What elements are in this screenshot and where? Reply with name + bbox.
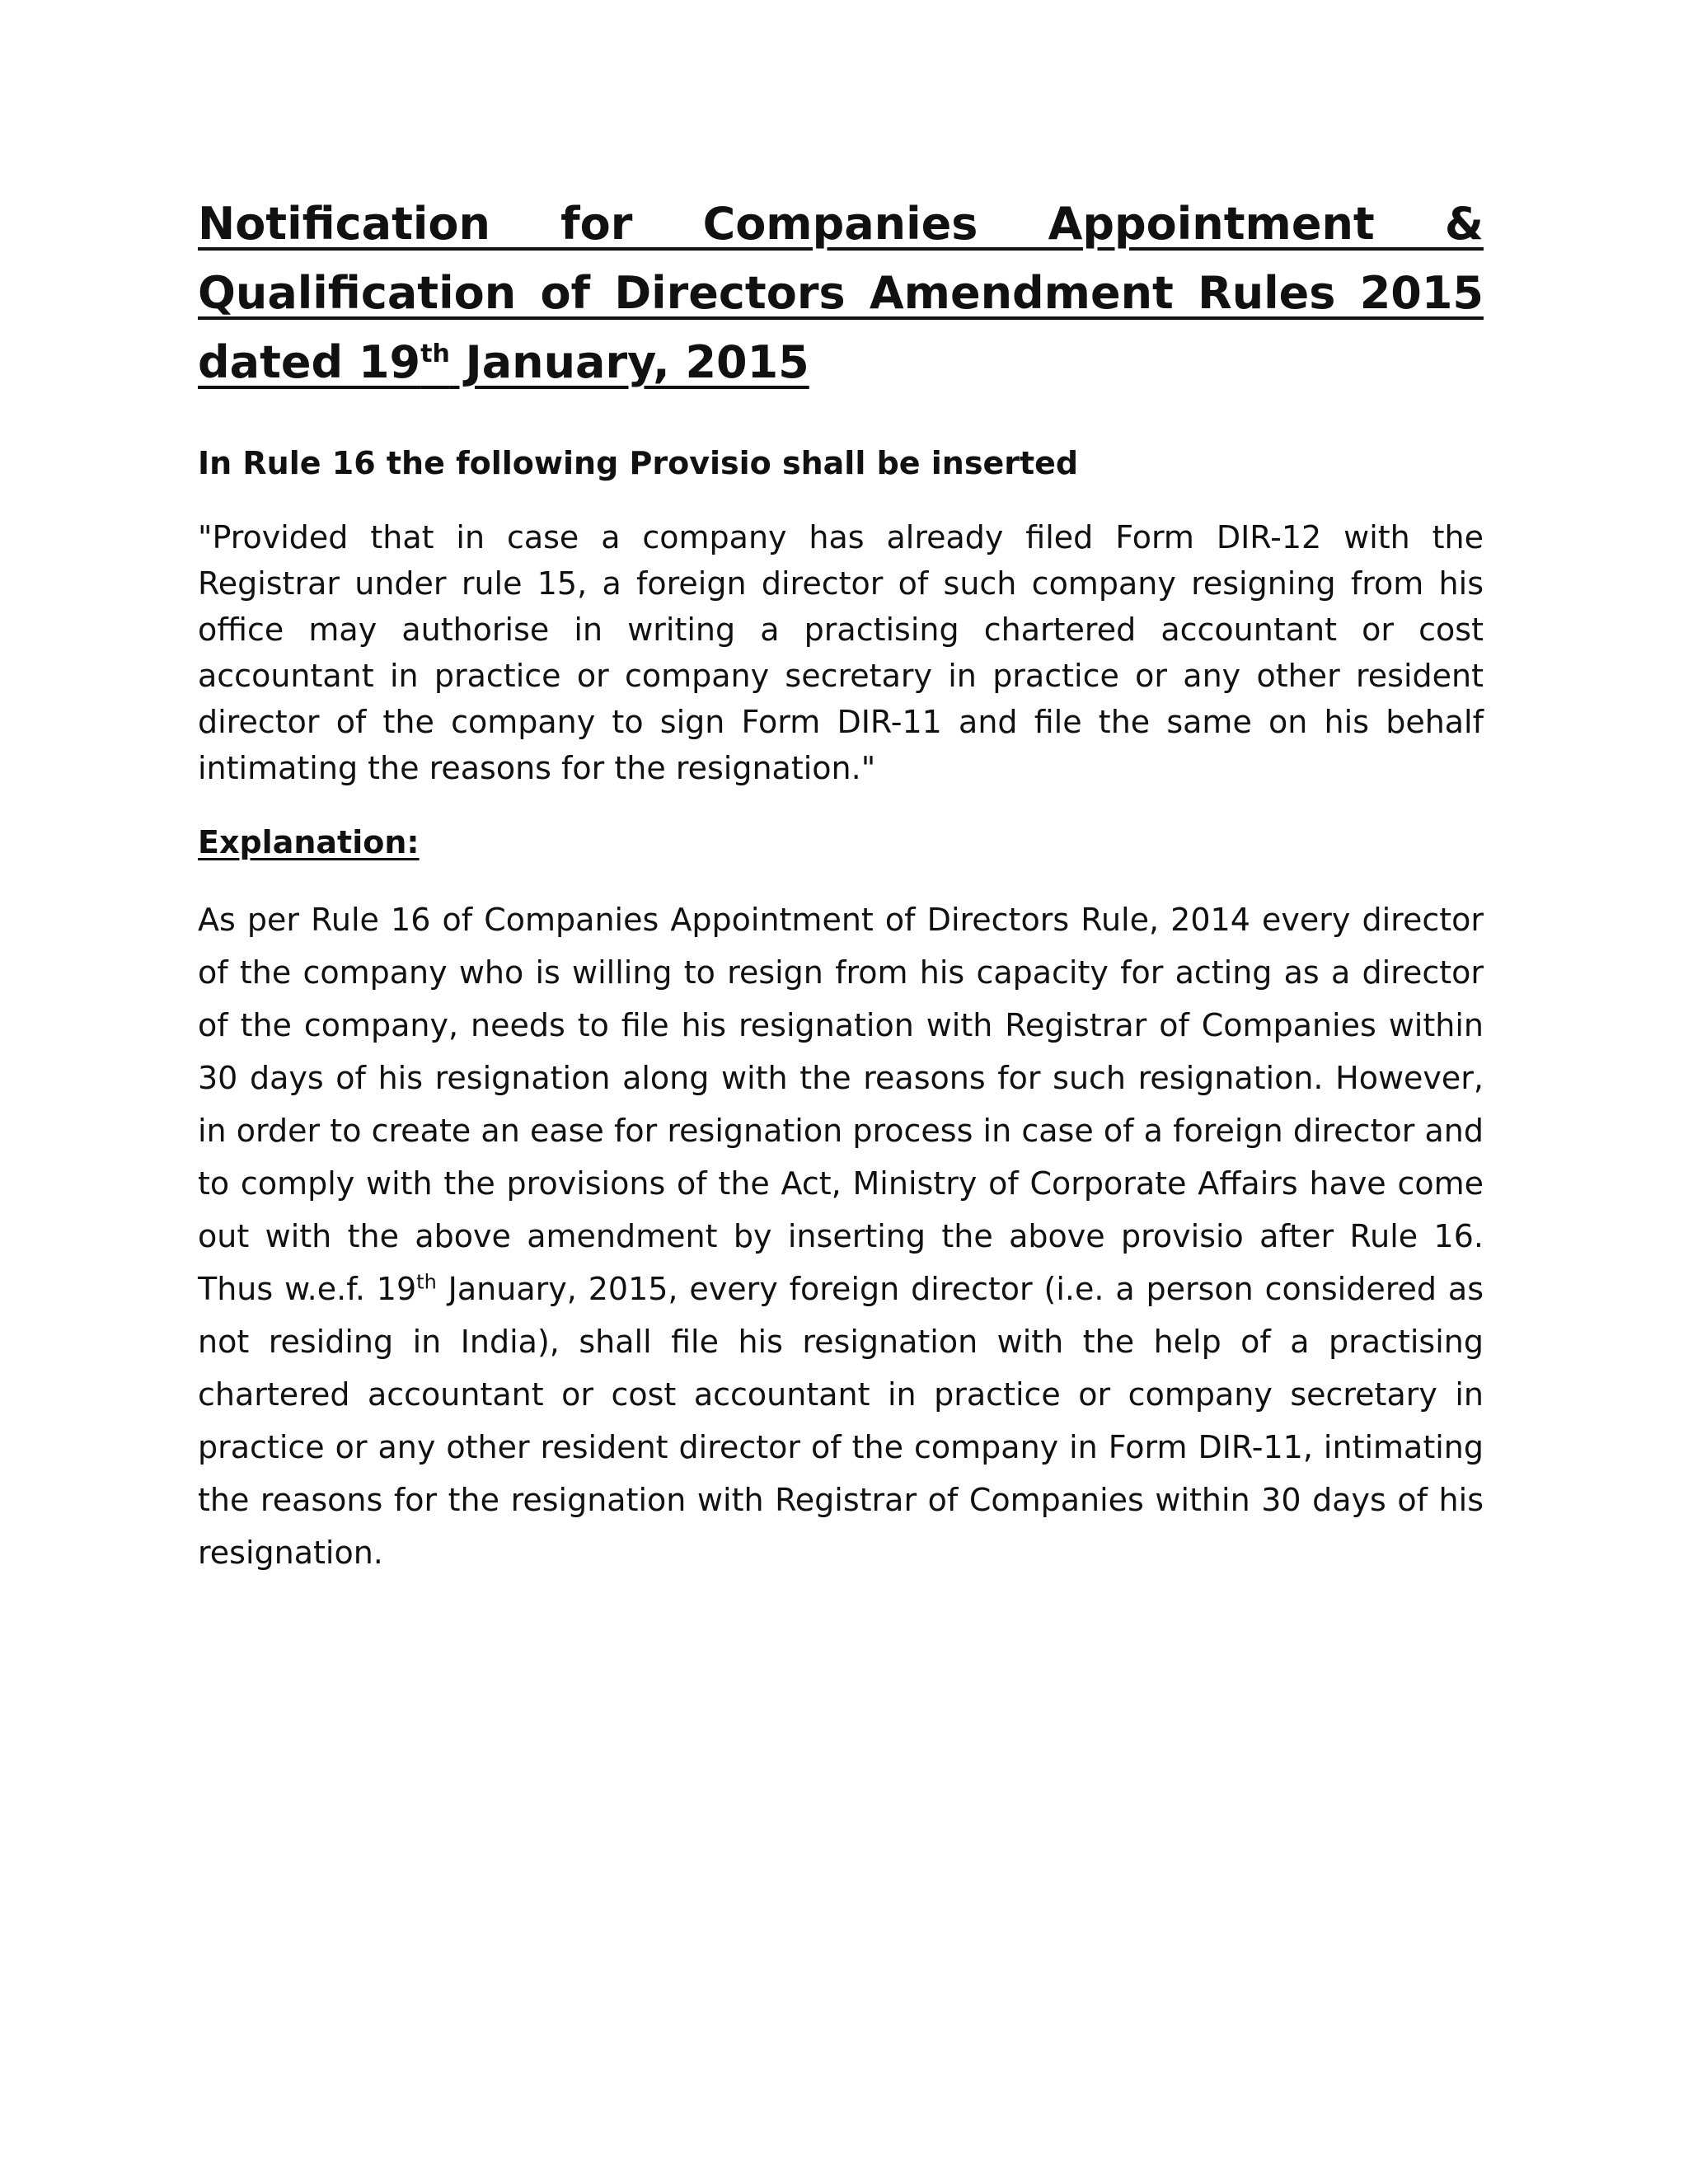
explanation-text <box>198 893 1484 1579</box>
title-main: Notification for Companies Appointment & Qualification of Directors Amendment Rules 2015 dated 19 <box>198 198 1484 388</box>
rule-subheading: In Rule 16 the following Provisio shall be inserted <box>198 445 1079 481</box>
explanation-part-1: As per Rule 16 of Companies Appointment of Directors Rule, 2014 every director of the company who is willing to resign from his capacity for acting as a director of the company, needs to file his resignation with Registrar of Companies within 30 days of his resignation along with the reasons for such resignation. However, in order to create an ease for resignation process in case of a foreign director and to comply with the provisions of the Act, Ministry of Corporate Affairs have come out with the above amendment by inserting the above provisio after Rule 16. Thus w.e.f. 19 <box>198 902 1484 1307</box>
document-title <box>198 190 1484 397</box>
title-tail: January, 2015 <box>449 336 809 388</box>
document-page <box>198 190 1484 1579</box>
explanation-heading: Explanation: <box>198 824 420 860</box>
explanation-ordinal-suffix: th <box>416 1270 437 1294</box>
provisio-text: "Provided that in case a company has already filed Form DIR-12 with the Registrar under rule 15, a foreign director of such company resigning from his office may authorise in writing a practising chartered accountant or cost accountant in practice or company secretary in practice or any other resident director of the company to sign Form DIR-11 and file the same on his behalf intimating the reasons for the resignation." <box>198 519 1484 786</box>
title-ordinal-suffix: th <box>420 340 450 368</box>
explanation-part-2: January, 2015, every foreign director (i.e. a person considered as not residing in India), shall file his resignation with the help of a practising chartered accountant or cost accountant in practice or company secretary in practice or any other resident director of the company in Form DIR-11, intimating the reasons for the resignation with Registrar of Companies within 30 days of his resignation. <box>198 1271 1484 1571</box>
